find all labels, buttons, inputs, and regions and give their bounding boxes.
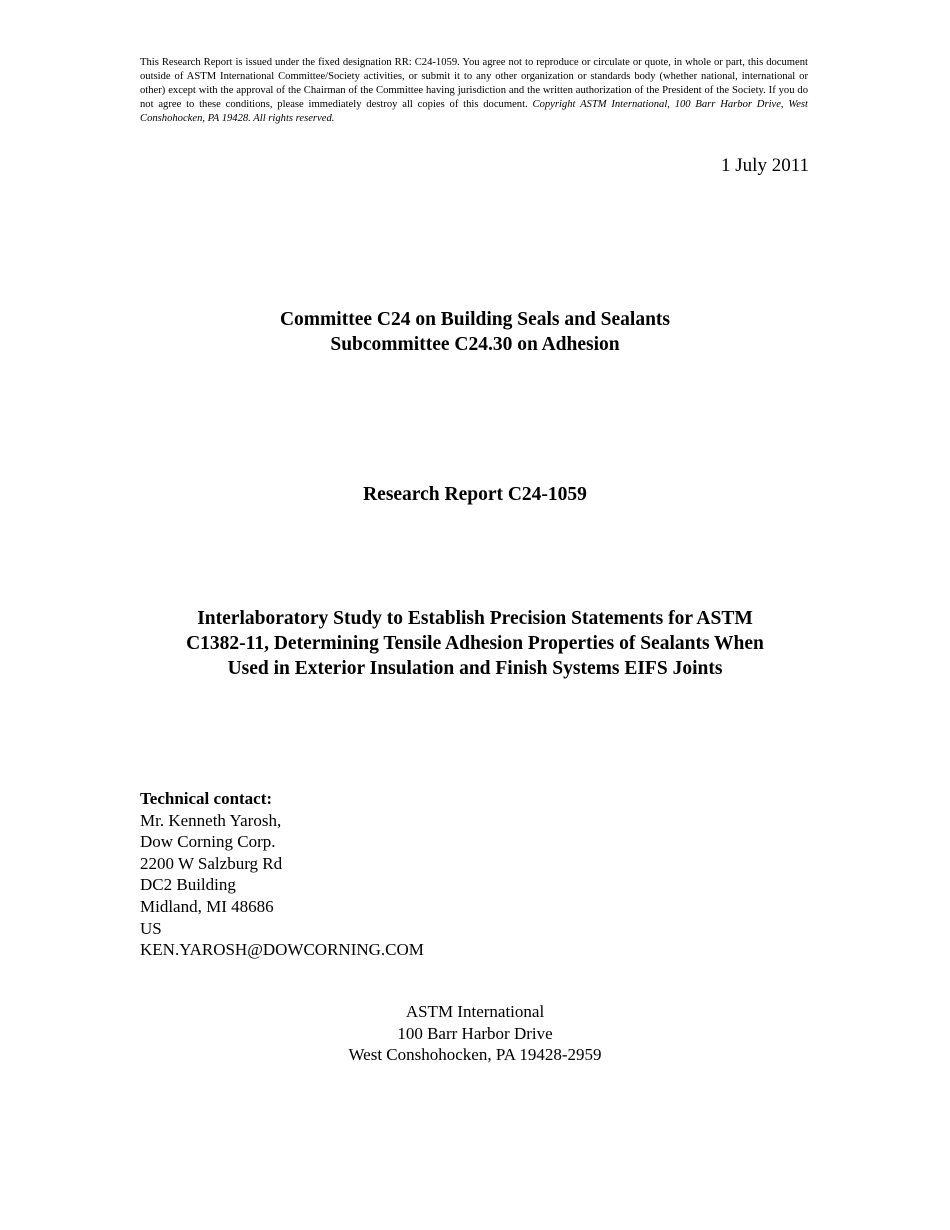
study-title-line-3: Used in Exterior Insulation and Finish Systems EIFS Joints [227,658,723,679]
astm-city: West Conshohocken, PA 19428-2959 [348,1045,602,1065]
contact-label: Technical contact: [140,789,273,808]
contact-name: Mr. Kenneth Yarosh, [140,810,282,830]
report-number: Research Report C24-1059 [363,484,587,505]
committee-heading [0,307,950,357]
contact-city: Midland, MI 48686 [140,896,274,916]
contact-country: US [140,918,162,938]
usage-notice-text: This Research Report is issued under the fixed designation RR: C24-1059. You agree not to reproduce or circulate or quote, in whole or part, this document outside of ASTM International Committee/Society activities, or submit it to any other organization or standards body (whether national, international or other) except with the approval of the Chairman of the Committee having jurisdiction and the written authorization of the President of the Society. If you do not agree to these conditions, please immediately destroy all copies of this document. [140,57,808,110]
contact-company: Dow Corning Corp. [140,832,276,852]
subcommittee-name: Subcommittee C24.30 on Adhesion [330,334,620,355]
usage-notice [140,56,808,126]
copyright-notice: Copyright ASTM International, 100 Barr Harbor Drive, West Conshohocken, PA 19428. All rights reserved. [140,99,808,124]
astm-street: 100 Barr Harbor Drive [397,1023,553,1043]
study-title-line-1: Interlaboratory Study to Establish Precision Statements for ASTM [197,608,753,629]
astm-name: ASTM International [405,1002,545,1021]
report-date: 1 July 2011 [721,155,809,176]
technical-contact [140,788,424,961]
committee-name: Committee C24 on Building Seals and Sealants [279,309,671,330]
study-title [0,606,950,681]
contact-email: KEN.YAROSH@DOWCORNING.COM [140,940,424,960]
contact-building: DC2 Building [140,875,236,895]
contact-street: 2200 W Salzburg Rd [140,853,283,873]
study-title-line-2: C1382-11, Determining Tensile Adhesion Properties of Sealants When [186,633,764,654]
astm-address [0,1001,950,1066]
